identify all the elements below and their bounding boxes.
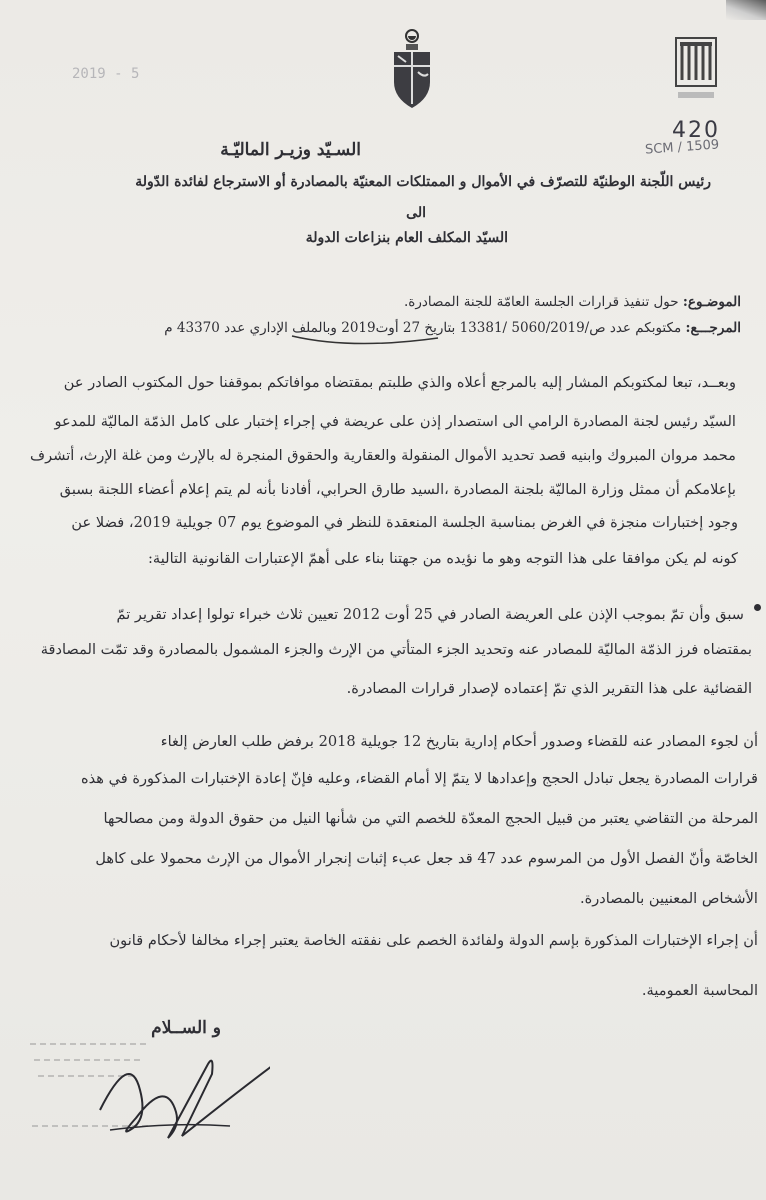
- point-3-line-2: المحاسبة العمومية.: [641, 982, 758, 999]
- body-line-3: محمد مروان المبروك وابنيه قصد تحديد الأموال المنقولة والعقارية والحقوق المنجرة له بالإرث ومن غلة الإرث، أتشرف: [30, 447, 736, 464]
- body-line-2: السيّد رئيس لجنة المصادرة الرامي الى استصدار إذن على عريضة في إجراء إختبار على كامل الذمّة الماليّة للمدعو: [54, 413, 736, 430]
- reference-text: مكتوبكم عدد ص/5060/2019 /13381 بتاريخ 27 أوت2019 وبالملف الإداري عدد 43370 م: [164, 320, 682, 336]
- sender-line: رئيس اللّجنة الوطنيّة للتصرّف في الأموال و الممتلكات المعنيّة بالمصادرة أو الاسترجاع لفائدة الدّولة: [135, 174, 711, 190]
- page-corner-shadow: [726, 0, 766, 20]
- point-3-line-1: أن إجراء الإختبارات المذكورة بإسم الدولة ولفائدة الخصم على نفقته الخاصة يعتبر إجراء مخالفا لأحكام قانون: [109, 932, 758, 949]
- body-line-5: وجود إختبارات منجزة في الغرض بمناسبة الجلسة المنعقدة للنظر في الموضوع يوم 07 جويلية 2019، فضلا عن: [71, 514, 738, 531]
- ministry-stamp-icon: [672, 36, 720, 108]
- point-2-line-2: قرارات المصادرة يجعل تبادل الحجج وإعدادها لا يتمّ إلا أمام القضاء، وعليه فإنّ إعادة الإختبارات المذكورة في هذه: [80, 770, 758, 787]
- subject-row: [404, 294, 741, 310]
- letter-title: السـيّد وزيـر الماليّـة: [220, 140, 361, 160]
- body-line-4: بإعلامكم أن ممثل وزارة الماليّة بلجنة المصادرة ،السيد طارق الحرابي، أفادنا بأنه لم يتم إعلام أعضاء اللجنة بسبق: [59, 481, 736, 498]
- subject-text: حول تنفيذ قرارات الجلسة العامّة للجنة المصادرة.: [404, 294, 679, 310]
- tunisia-coat-of-arms-icon: [388, 26, 436, 112]
- point-2-line-5: الأشخاص المعنيين بالمصادرة.: [579, 890, 758, 907]
- handwritten-reference: SCM / 1509: [644, 137, 720, 158]
- reference-label: المرجـــع:: [685, 320, 741, 336]
- point-2-line-1: أن لجوء المصادر عنه للقضاء وصدور أحكام إدارية بتاريخ 12 جويلية 2018 برفض طلب العارض إلغاء: [160, 733, 758, 750]
- subject-label: الموضـوع:: [682, 294, 741, 310]
- to-line: الى: [406, 205, 426, 221]
- recipient-line: السيّد المكلف العام بنزاعات الدولة: [305, 230, 508, 246]
- point-2-line-3: المرحلة من التقاضي يعتبر من قبيل الحجج المعدّة للخصم التي من شأنها النيل من حقوق الدولة ومن مصالحها: [103, 810, 758, 827]
- handwritten-underline: [290, 330, 440, 348]
- point-1-line-1: سبق وأن تمّ بموجب الإذن على العريضة الصادر في 25 أوت 2012 تعيين ثلاث خبراء تولوا إعداد تقرير تمّ: [116, 606, 744, 623]
- point-2-line-4: الخاصّة وأنّ الفصل الأول من المرسوم عدد 47 قد جعل عبء إثبات إنجرار الأموال من الإرث محمولا على كاهل: [95, 850, 758, 867]
- handwritten-signature-icon: [80, 1030, 270, 1140]
- bullet-1: [754, 604, 761, 611]
- reference-row: [164, 320, 741, 336]
- body-line-1: وبعــد، تبعا لمكتوبكم المشار إليه بالمرجع أعلاه والذي طلبتم بمقتضاه موافاتكم بموقفنا حول المكتوب الصادر عن: [63, 374, 736, 391]
- closing-salutation: و الســلام: [151, 1018, 221, 1038]
- handwritten-number: 420: [672, 118, 720, 143]
- point-1-line-3: القضائية على هذا التقرير الذي تمّ إعتماده لإصدار قرارات المصادرة.: [346, 680, 752, 697]
- faint-date-stamp: 2019 - 5: [72, 66, 140, 82]
- body-line-6: كونه لم يكن موافقا على هذا التوجه وهو ما نؤيده من جهتنا بناء على أهمّ الإعتبارات القانونية التالية:: [148, 550, 738, 567]
- point-1-line-2: بمقتضاه فرز الذمّة الماليّة للمصادر عنه وتحديد الجزء المتأتي من الإرث والجزء المشمول بالمصادرة وقد تمّت المصادقة: [40, 641, 752, 658]
